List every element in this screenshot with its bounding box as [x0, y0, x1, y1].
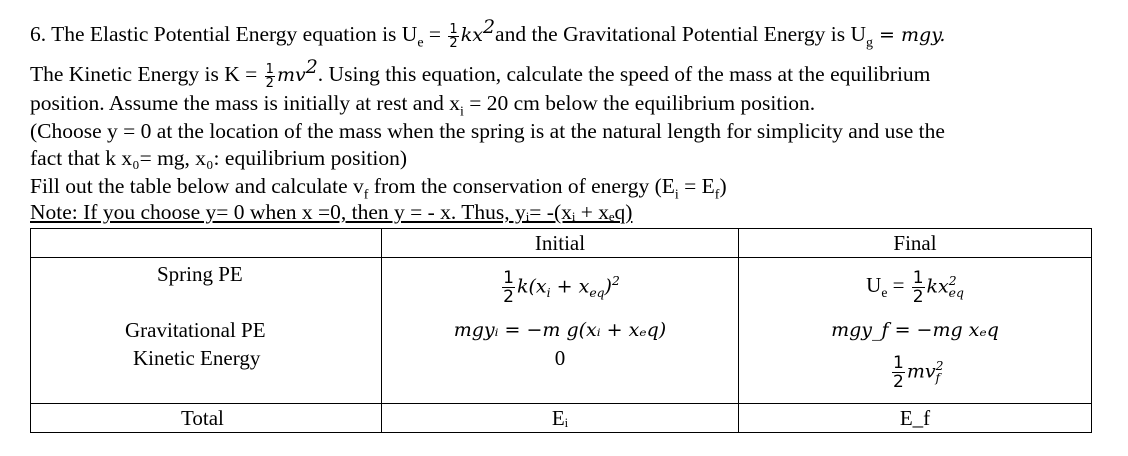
- label-spring-pe: Spring PE: [157, 261, 243, 286]
- initial-kinetic: 0: [554, 345, 566, 370]
- label-kinetic: Kinetic Energy: [133, 345, 261, 370]
- q2-prefix: The Kinetic Energy is K =: [30, 62, 263, 87]
- q3-text: position. Assume the mass is initially at rest and x: [30, 91, 460, 115]
- table-row: [31, 258, 1092, 404]
- q1-frac: $\frac{1}{2}$: [449, 21, 458, 51]
- column-initial: [382, 258, 739, 404]
- q1-kx: kx: [460, 24, 483, 47]
- q6-sub-f: f: [363, 187, 369, 203]
- q4-text: (Choose y = 0 at the location of the mass when the spring is at the natural length for simplicity and use the: [30, 119, 945, 143]
- q2-frac: $\frac{1}{2}$: [265, 61, 274, 91]
- question-line-5: [30, 145, 407, 171]
- initial-grav-pe: mgyᵢ = −m g(xᵢ + xₑq): [453, 319, 667, 341]
- initial-spring-pe: $\frac{1}{2}$ $k(x_i + x_{eq})^2$: [503, 267, 620, 307]
- q1-prefix: 6. The Elastic Potential Energy equation is U: [30, 22, 418, 47]
- energy-table: [30, 228, 1092, 433]
- q6-eq: = E: [678, 174, 715, 198]
- row-labels: [31, 258, 382, 404]
- question-line-4: [30, 118, 945, 144]
- table-row: [31, 404, 1092, 433]
- label-total: Total: [31, 404, 382, 433]
- q1-pow: 2: [482, 16, 496, 38]
- table-header-row: [31, 229, 1092, 258]
- q1-tail: = mgy.: [873, 24, 946, 47]
- q1-sub-g: g: [866, 35, 874, 51]
- question-note: [30, 199, 632, 225]
- final-kinetic: $\frac{1}{2}$ $mv^2_f$: [892, 352, 944, 392]
- q1-eq: =: [428, 22, 447, 47]
- q2-rest: . Using this equation, calculate the speed of the mass at the equilibrium: [317, 62, 931, 87]
- header-final: Final: [739, 229, 1092, 258]
- note-text: Note: If you choose y= 0 when x =0, then y = - x. Thus, yᵢ= -(xᵢ + xₑq): [30, 200, 633, 224]
- q1-sub-e: e: [417, 35, 424, 51]
- column-final: [739, 258, 1092, 404]
- q3-sub: i: [459, 104, 464, 120]
- q1-mid: and the Gravitational Potential Energy is U: [495, 22, 867, 47]
- q2-pow: 2: [305, 56, 318, 78]
- q6-rest: from the conservation of energy (E: [368, 174, 675, 198]
- q2-mv: mv: [276, 64, 306, 87]
- final-grav-pe: mgy_f = −mg xₑq: [831, 319, 999, 341]
- question-line-2: [30, 54, 930, 90]
- q6-close: ): [719, 174, 727, 198]
- q5-text: fact that k x₀= mg, x₀: equilibrium position): [30, 146, 408, 170]
- final-total: E_f: [739, 404, 1092, 433]
- initial-total: Eᵢ: [382, 404, 739, 433]
- label-grav-pe: Gravitational PE: [125, 317, 266, 342]
- q6-sub-f2: f: [714, 187, 720, 203]
- q6-prefix: Fill out the table below and calculate v: [30, 174, 364, 198]
- q3-rest: = 20 cm below the equilibrium position.: [463, 91, 816, 115]
- final-spring-pe: $U_e$ = $\frac{1}{2}$ $kx^2_{eq}$: [866, 267, 964, 307]
- header-blank: [31, 229, 382, 258]
- q6-sub-i: i: [674, 187, 679, 203]
- header-initial: Initial: [382, 229, 739, 258]
- question-line-1: [30, 14, 945, 56]
